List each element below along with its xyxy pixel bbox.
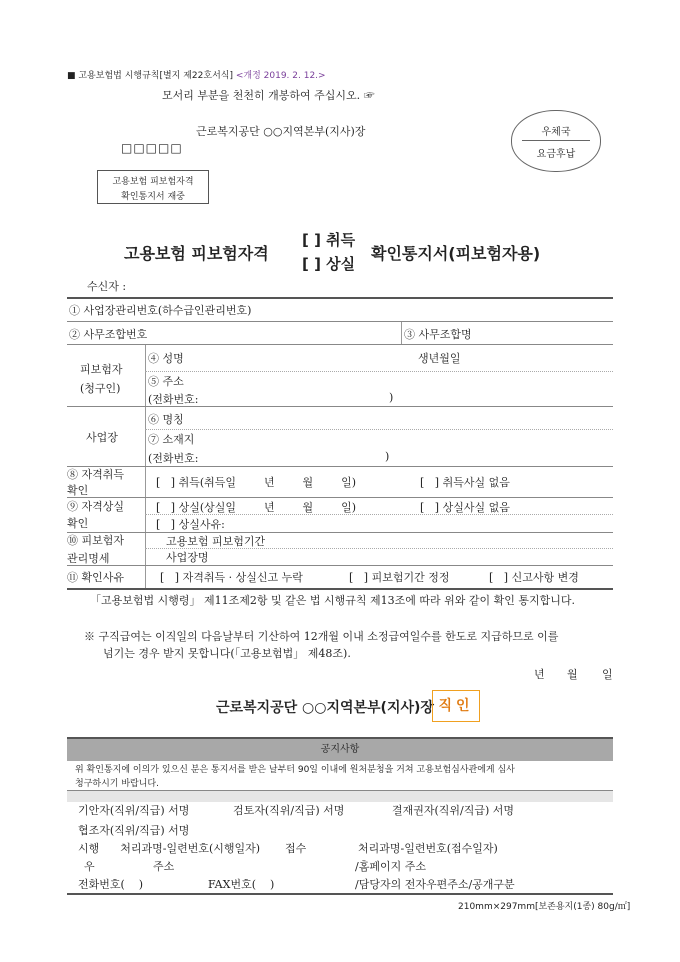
stamp-line-2: 요금후납 bbox=[536, 149, 576, 160]
date-month: 월 bbox=[567, 668, 578, 681]
acquisition-option: [ ] 취득(취득일 년 월 일) bbox=[156, 476, 357, 489]
fax-label: FAX번호( ) bbox=[208, 878, 275, 891]
recipient-label: 수신자 : bbox=[87, 280, 127, 293]
insured-label-1: 피보험자 bbox=[80, 363, 123, 376]
notice-line-2: 넘기는 경우 받지 못합니다(「고용보험법」 제48조). bbox=[103, 647, 351, 660]
insured-detail-label-2: 관리명세 bbox=[67, 552, 110, 565]
postal-code-label: 우 bbox=[84, 860, 95, 873]
stamp-line-1: 우체국 bbox=[541, 127, 571, 138]
loss-label-1: ⑨ 자격상실 bbox=[67, 500, 125, 513]
reissue-line-2: 확인통지서 재중 bbox=[121, 192, 185, 202]
signer-title: 근로복지공단 ○○지역본부(지사)장 bbox=[216, 700, 434, 716]
title-left: 고용보험 피보험자격 bbox=[124, 244, 269, 263]
reissue-line-1: 고용보험 피보험자격 bbox=[112, 177, 194, 187]
postal-code-boxes: □□□□□ bbox=[121, 141, 183, 155]
insured-period-label: 고용보험 피보험기간 bbox=[166, 535, 266, 548]
form-reference: ■ 고용보험법 시행규칙[별지 제22호서식] <개정 2019. 2. 12.> bbox=[67, 71, 326, 81]
title-right: 확인통지서(피보험자용) bbox=[371, 244, 541, 263]
phone-label-1: (전화번호: bbox=[148, 393, 199, 406]
addressee: 근로복지공단 ○○지역본부(지사)장 bbox=[196, 125, 366, 138]
title-option-acquire: [ ] 취득 bbox=[302, 231, 356, 249]
reason-period-correction-option: [ ] 피보험기간 정정 bbox=[349, 571, 450, 584]
business-number-label: ① 사업장관리번호(하수급인관리번호) bbox=[69, 304, 252, 317]
approver-label: 결재권자(직위/직급) 서명 bbox=[392, 804, 515, 817]
reason-omission-option: [ ] 자격취득 · 상실신고 누락 bbox=[160, 571, 303, 584]
email-label: /담당자의 전자우편주소/공개구분 bbox=[355, 878, 515, 891]
table-top-border bbox=[67, 297, 613, 299]
office-number-label: ② 사무조합번호 bbox=[69, 328, 148, 341]
official-seal: 직인 bbox=[432, 690, 480, 722]
loss-label-2: 확인 bbox=[67, 517, 89, 530]
title-option-loss: [ ] 상실 bbox=[302, 255, 356, 273]
insured-label-2: (청구인) bbox=[80, 382, 121, 395]
receipt-label: 접수 bbox=[285, 842, 307, 855]
reissue-box bbox=[97, 170, 209, 204]
reason-change-option: [ ] 신고사항 변경 bbox=[489, 571, 579, 584]
loss-reason-option: [ ] 상실사유: bbox=[156, 518, 225, 531]
acquisition-label-1: ⑧ 자격취득 bbox=[67, 468, 125, 481]
drafter-label: 기안자(직위/직급) 서명 bbox=[78, 804, 190, 817]
table-bottom-border bbox=[67, 588, 613, 590]
address-label: ⑤ 주소 bbox=[148, 375, 184, 388]
footer-band bbox=[67, 790, 613, 802]
loss-option: [ ] 상실(상실일 년 월 일) bbox=[156, 501, 357, 514]
phone-close-1: ) bbox=[389, 391, 394, 404]
perforation-note: 모서리 부분을 천천히 개봉하여 주십시오. ☞ bbox=[162, 89, 375, 102]
date-day: 일 bbox=[602, 668, 613, 681]
office-name-label: ③ 사무조합명 bbox=[404, 328, 472, 341]
execution-label: 시행 처리과명-일련번호(시행일자) bbox=[78, 842, 261, 855]
date-year: 년 bbox=[534, 668, 545, 681]
phone-label-2: (전화번호: bbox=[148, 452, 199, 465]
postage-stamp-oval bbox=[511, 110, 601, 172]
confirm-reason-label: ⑪ 확인사유 bbox=[67, 571, 125, 584]
acquisition-label-2: 확인 bbox=[67, 484, 89, 497]
processing-label: 처리과명-일련번호(접수일자) bbox=[358, 842, 498, 855]
insured-detail-label-1: ⑩ 피보험자 bbox=[67, 534, 125, 547]
loss-none-option: [ ] 상실사실 없음 bbox=[420, 501, 510, 514]
notice-box-title: 공지사항 bbox=[320, 744, 360, 755]
phone-close-2: ) bbox=[385, 450, 390, 463]
reviewer-label: 검토자(직위/직급) 서명 bbox=[233, 804, 345, 817]
workplace-name-label: ⑥ 명칭 bbox=[148, 413, 184, 426]
stamp-divider bbox=[522, 140, 590, 141]
footer-bottom-border bbox=[67, 893, 613, 895]
acquisition-none-option: [ ] 취득사실 없음 bbox=[420, 476, 510, 489]
name-label: ④ 성명 bbox=[148, 352, 184, 365]
homepage-label: /홈페이지 주소 bbox=[355, 860, 426, 873]
notice-box-header bbox=[67, 737, 613, 761]
workplace-name-detail-label: 사업장명 bbox=[166, 551, 209, 564]
workplace-label: 사업장 bbox=[86, 431, 118, 444]
notice-line-1: ※ 구직급여는 이직일의 다음날부터 기산하여 12개월 이내 소정급여일수를 한도로 지급하므로 이를 bbox=[84, 630, 559, 643]
notice-box-line-1: 위 확인통지에 이의가 있으신 분은 통지서를 받은 날부터 90일 이내에 원처분청을 거쳐 고용보험심사관에게 심사 bbox=[75, 765, 515, 775]
birth-label: 생년월일 bbox=[418, 352, 461, 365]
cooperator-label: 협조자(직위/직급) 서명 bbox=[78, 824, 190, 837]
workplace-location-label: ⑦ 소재지 bbox=[148, 433, 195, 446]
paper-spec: 210mm×297mm[보존용지(1종) 80g/㎡] bbox=[458, 902, 631, 912]
revision-date: <개정 2019. 2. 12.> bbox=[235, 71, 326, 81]
legal-statement: 「고용보험법 시행령」 제11조제2항 및 같은 법 시행규칙 제13조에 따라 위와 같이 확인 통지합니다. bbox=[90, 594, 575, 607]
telephone-label: 전화번호( ) bbox=[78, 878, 144, 891]
notice-box-line-2: 청구하시기 바랍니다. bbox=[75, 779, 159, 789]
address-footer-label: 주소 bbox=[153, 860, 175, 873]
